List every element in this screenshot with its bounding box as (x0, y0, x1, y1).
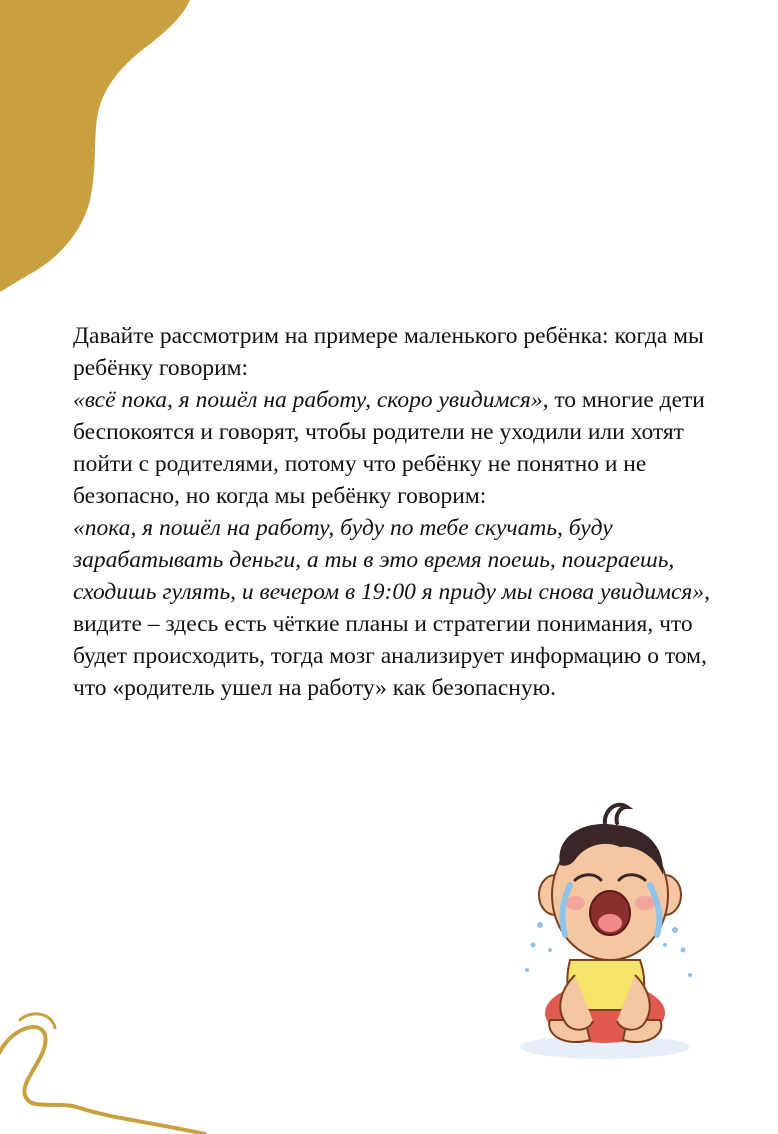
corner-decoration-blob (0, 0, 200, 300)
paragraph-ending: видите – здесь есть чёткие планы и стратегии понимания, что будет происходить, тогда мозг анализирует информацию о том, что «родитель ушел на работу» как безопасную. (73, 611, 707, 701)
crying-baby-icon (505, 785, 705, 1065)
paragraph-middle: то многие дети беспокоятся и говорят, чтобы родители не уходили или хотят пойти с родителями, потому что ребёнку не понятно и не безопасно, но когда мы ребёнку говорим: (73, 387, 705, 509)
quote-short: «всё пока, я пошёл на работу, скоро увидимся», (73, 387, 549, 413)
corner-decoration-swirl (0, 1010, 210, 1134)
quote-long: «пока, я пошёл на работу, буду по тебе скучать, буду зарабатывать деньги, а ты в это время поешь, поиграешь, сходишь гулять, и вечером в 19:00 я приду мы снова увидимся», (73, 515, 710, 605)
main-paragraph (73, 320, 713, 704)
paragraph-intro: Давайте рассмотрим на примере маленького ребёнка: когда мы ребёнку говорим: (73, 323, 704, 381)
